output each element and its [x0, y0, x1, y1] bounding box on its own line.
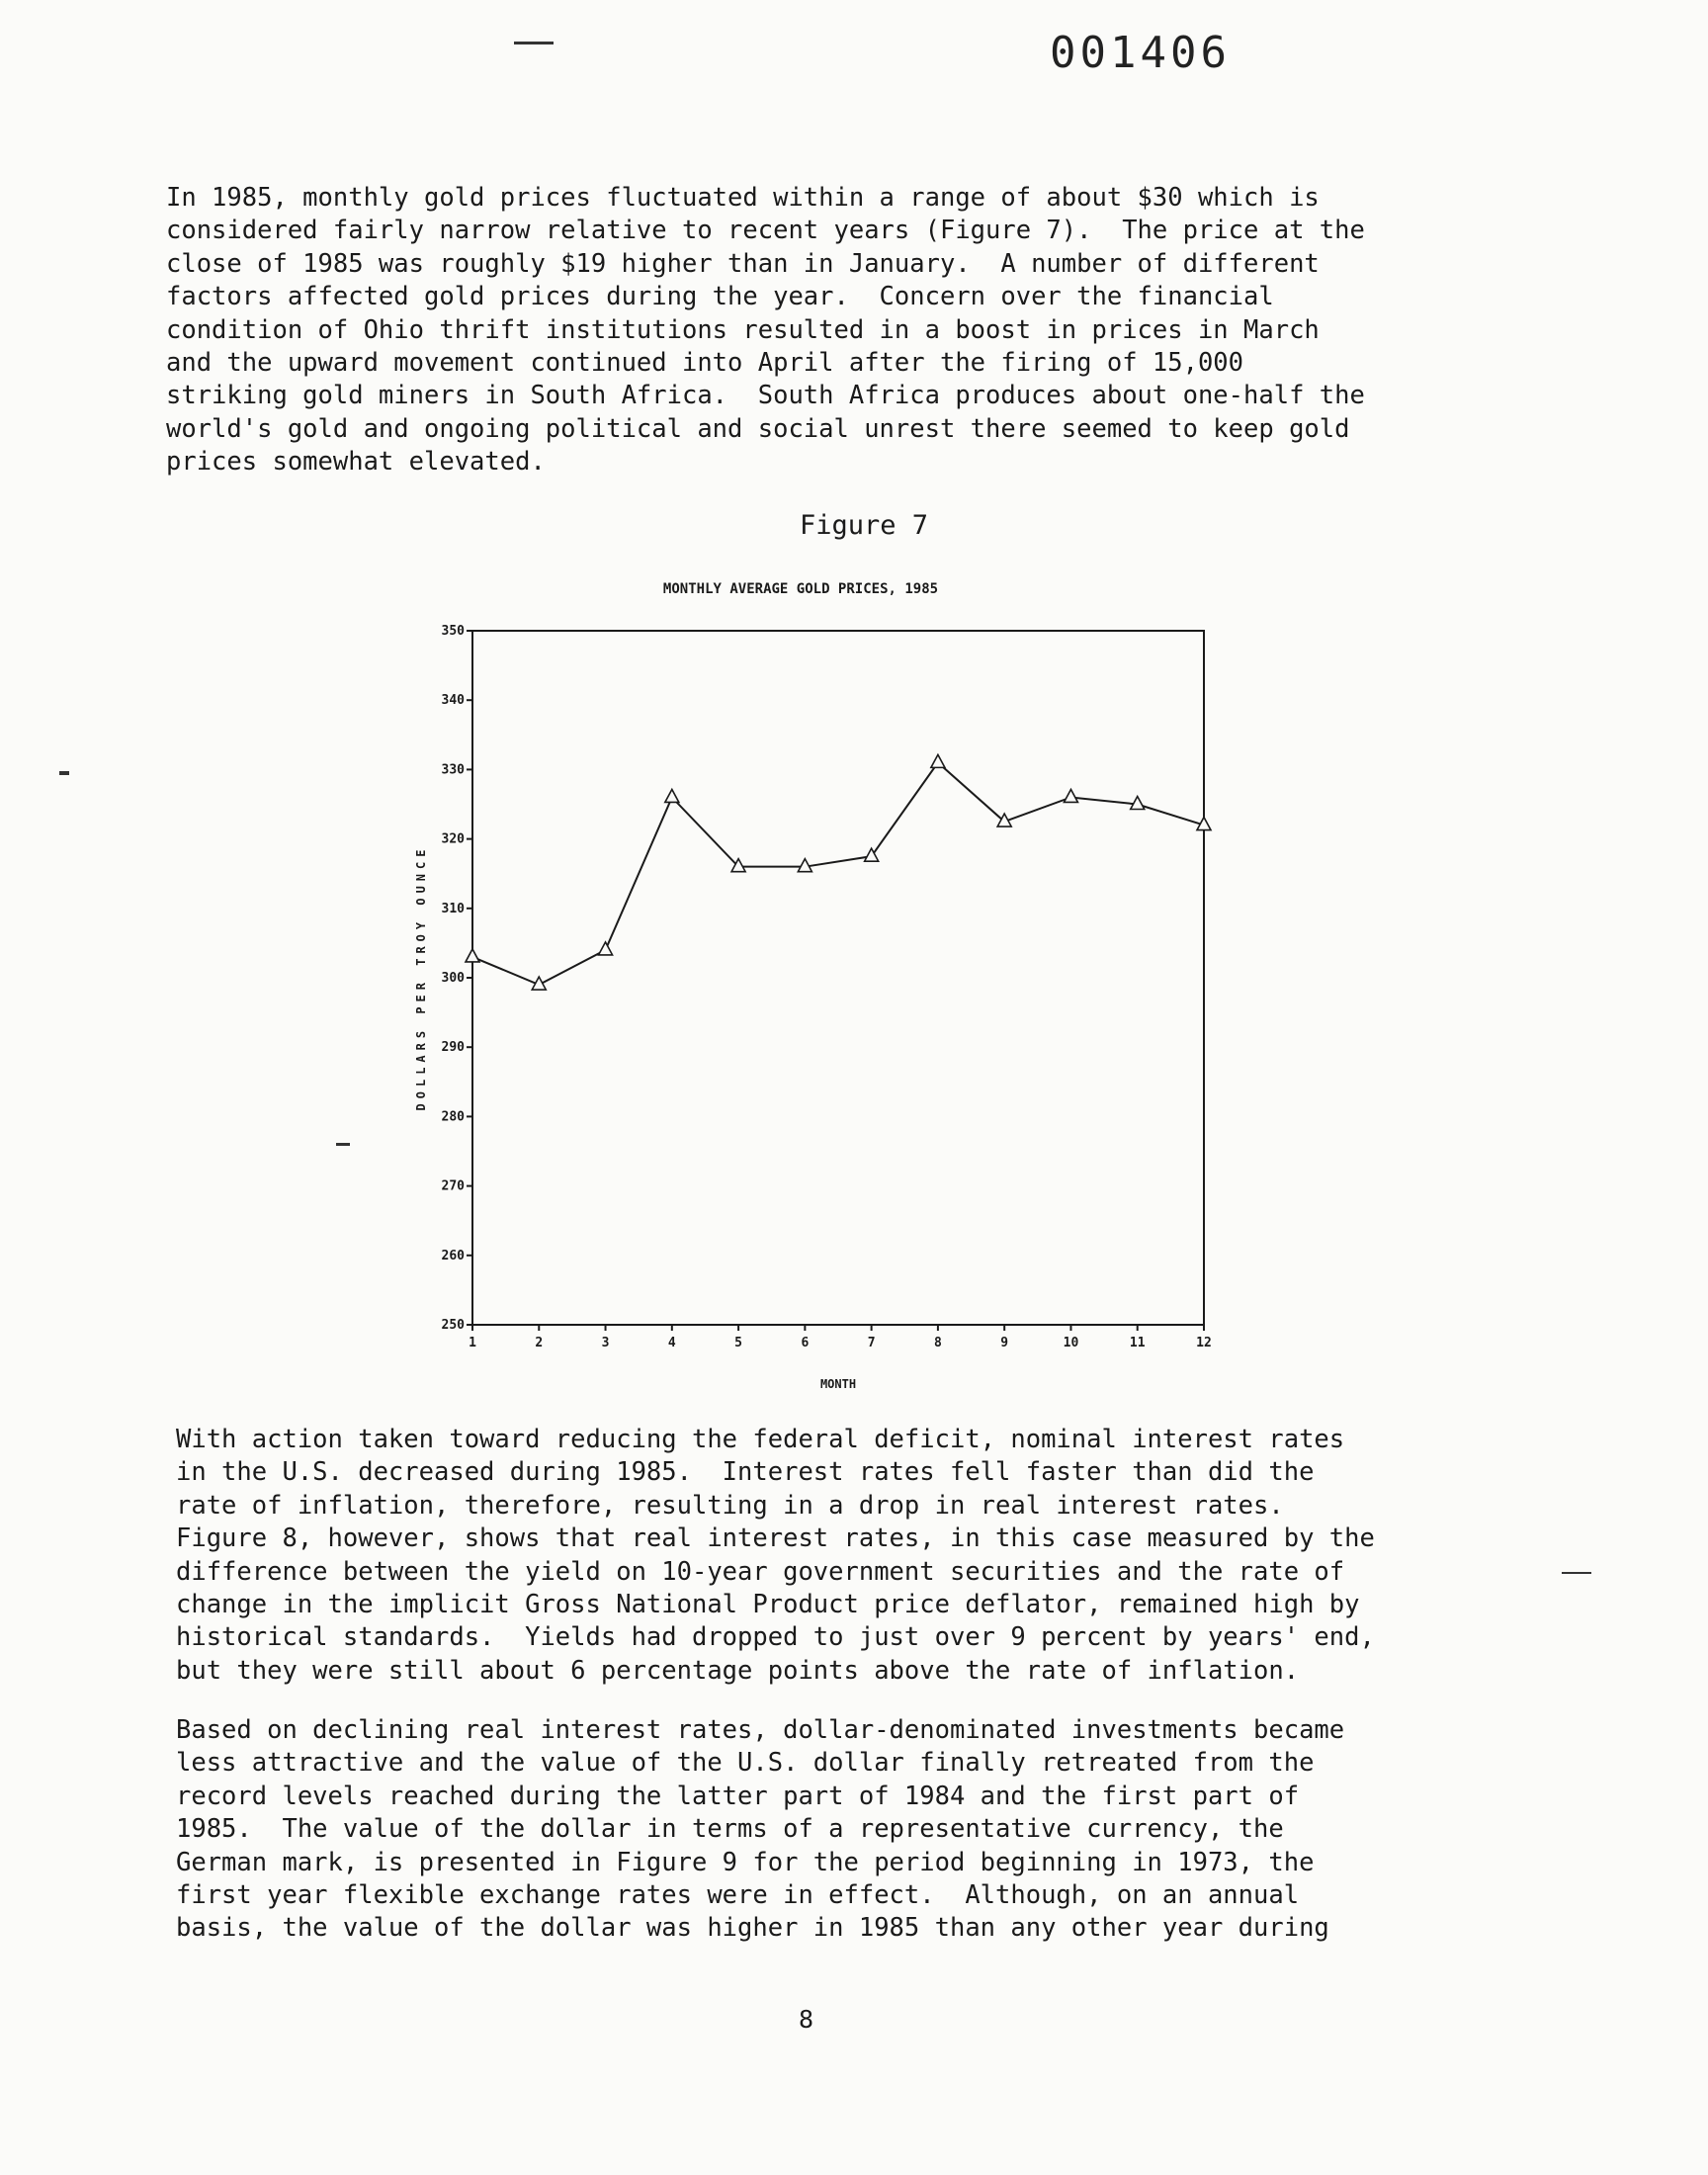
text-line: change in the implicit Gross National Product price deflator, remained high by: [176, 1590, 1360, 1620]
plot-frame: [472, 631, 1204, 1325]
y-tick-label: 250: [441, 1318, 465, 1333]
y-tick-label: 290: [441, 1040, 465, 1056]
figure-caption: Figure 7: [799, 510, 929, 541]
data-point-marker: [1064, 789, 1077, 802]
scan-speck: [59, 771, 69, 775]
scan-speck: [1562, 1572, 1591, 1574]
text-line: In 1985, monthly gold prices fluctuated within a range of about $30 which is: [166, 183, 1320, 213]
data-point-marker: [599, 942, 613, 955]
y-tick-label: 300: [441, 971, 465, 986]
gold-price-chart: [395, 603, 1245, 1404]
x-axis-label: MONTH: [819, 1377, 857, 1391]
paragraph-dollar-value: [176, 1714, 1344, 1946]
text-line: factors affected gold prices during the year. Concern over the financial: [166, 282, 1274, 312]
series-line: [472, 762, 1204, 985]
x-tick-label: 9: [1000, 1336, 1009, 1350]
x-tick-label: 6: [801, 1336, 810, 1350]
text-line: in the U.S. decreased during 1985. Interest rates fell faster than did the: [176, 1457, 1315, 1488]
text-line: less attractive and the value of the U.S. dollar finally retreated from the: [176, 1748, 1315, 1779]
scan-speck: [514, 42, 554, 44]
text-line: Based on declining real interest rates, dollar-denominated investments became: [176, 1715, 1345, 1745]
y-tick-label: 270: [441, 1178, 465, 1194]
text-line: Figure 8, however, shows that real interest rates, in this case measured by the: [176, 1523, 1375, 1554]
y-tick-label: 350: [441, 624, 465, 639]
text-line: world's gold and ongoing political and social unrest there seemed to keep gold: [166, 413, 1350, 444]
data-point-marker: [665, 789, 679, 802]
text-line: and the upward movement continued into April after the firing of 15,000: [166, 348, 1244, 379]
text-line: German mark, is presented in Figure 9 for the period beginning in 1973, the: [176, 1847, 1315, 1877]
y-tick-label: 320: [441, 831, 465, 847]
x-tick-label: 11: [1129, 1336, 1146, 1350]
x-tick-label: 3: [601, 1336, 610, 1350]
text-line: basis, the value of the dollar was higher in 1985 than any other year during: [176, 1913, 1329, 1944]
text-line: difference between the yield on 10-year government securities and the rate of: [176, 1556, 1345, 1587]
x-tick-label: 1: [469, 1336, 476, 1350]
text-line: 1985. The value of the dollar in terms of a representative currency, the: [176, 1814, 1284, 1845]
text-line: record levels reached during the latter part of 1984 and the first part of: [176, 1781, 1300, 1811]
x-tick-label: 7: [867, 1336, 876, 1350]
x-tick-label: 12: [1196, 1336, 1212, 1350]
y-tick-label: 260: [441, 1248, 465, 1263]
text-line: prices somewhat elevated.: [166, 447, 546, 478]
y-tick-label: 310: [441, 901, 465, 916]
page-number: 8: [799, 2005, 814, 2034]
y-tick-label: 340: [441, 693, 465, 709]
x-tick-label: 4: [667, 1336, 676, 1350]
text-line: striking gold miners in South Africa. South Africa produces about one-half the: [166, 381, 1365, 411]
paragraph-gold-prices: [166, 182, 1365, 479]
x-tick-label: 10: [1063, 1336, 1079, 1350]
y-tick-label: 280: [441, 1109, 465, 1125]
text-line: With action taken toward reducing the federal deficit, nominal interest rates: [176, 1425, 1345, 1454]
x-tick-label: 8: [933, 1336, 942, 1350]
y-tick-label: 330: [441, 762, 465, 778]
text-line: considered fairly narrow relative to recent years (Figure 7). The price at the: [166, 216, 1365, 246]
paragraph-interest-rates: [176, 1424, 1375, 1688]
text-line: first year flexible exchange rates were in effect. Although, on an annual: [176, 1880, 1300, 1911]
text-line: historical standards. Yields had dropped to just over 9 percent by years' end,: [176, 1622, 1375, 1653]
chart-title: MONTHLY AVERAGE GOLD PRICES, 1985: [662, 581, 939, 597]
data-point-marker: [931, 754, 945, 767]
text-line: rate of inflation, therefore, resulting in a drop in real interest rates.: [176, 1490, 1284, 1521]
text-line: but they were still about 6 percentage points above the rate of inflation.: [176, 1655, 1300, 1686]
y-axis-label: DOLLARS PER TROY OUNCE: [414, 844, 428, 1111]
data-point-marker: [466, 949, 479, 962]
scan-speck: [336, 1143, 350, 1146]
text-line: close of 1985 was roughly $19 higher than in January. A number of different: [166, 248, 1320, 279]
x-tick-label: 2: [535, 1336, 544, 1350]
text-line: condition of Ohio thrift institutions resulted in a boost in prices in March: [166, 314, 1320, 345]
x-tick-label: 5: [734, 1336, 743, 1350]
document-id-stamp: 001406: [1050, 28, 1231, 78]
